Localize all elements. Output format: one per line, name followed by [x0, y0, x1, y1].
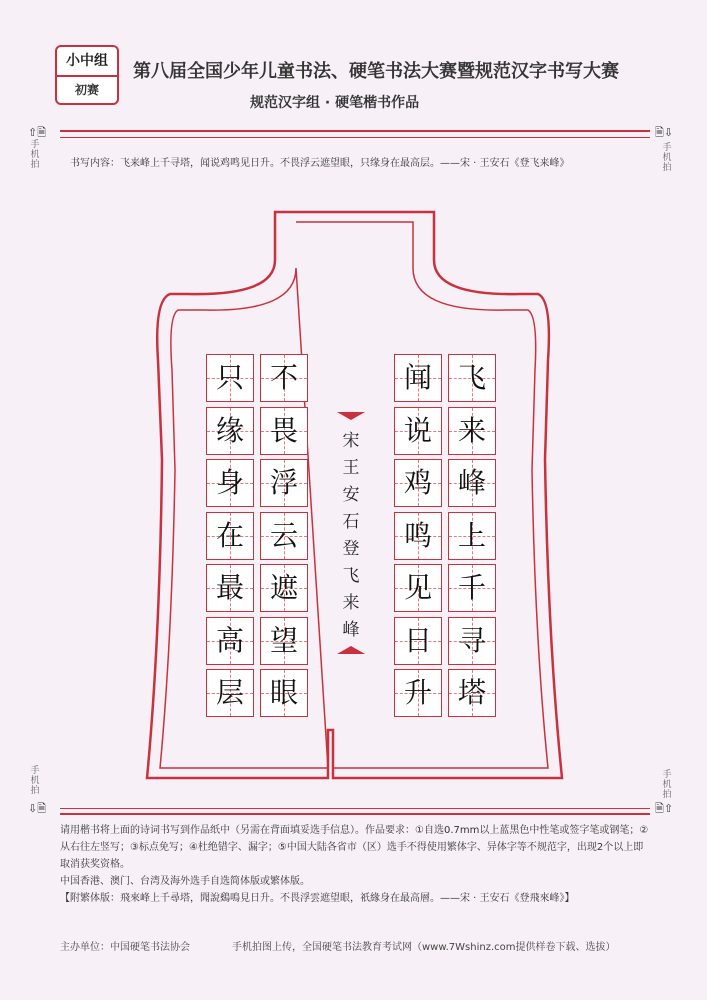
- character: 上: [457, 518, 486, 552]
- grid-cell: [394, 459, 442, 507]
- character: 在: [215, 518, 244, 552]
- character: 高: [215, 623, 244, 657]
- grid-cell: [260, 669, 308, 717]
- upload-note: 手机拍图上传，全国硬笔书法教育考试网（www.7Wshinz.com提供样卷下载、选拔）: [232, 942, 616, 953]
- corner-mark-bottom-right: 🗎⇧: [655, 802, 674, 815]
- grid-cell: [394, 512, 442, 560]
- character: 缘: [215, 413, 244, 447]
- character: 飞: [457, 361, 486, 394]
- character: 来: [457, 413, 486, 447]
- signature-character: 宋: [342, 431, 360, 451]
- grid-cell: [394, 617, 442, 665]
- character: 塔: [457, 676, 486, 709]
- grid-cell: [394, 564, 442, 612]
- grid-cell: [448, 354, 496, 402]
- character: 畏: [269, 413, 298, 447]
- corner-mark-bottom-left: ⇩🗎: [28, 802, 47, 815]
- character: 眼: [269, 676, 298, 709]
- character: 云: [269, 518, 298, 552]
- upload-tag-bottom-right: 手机拍: [662, 770, 672, 800]
- grid-cell: [448, 512, 496, 560]
- character: 望: [269, 623, 298, 657]
- grid-cell: [206, 617, 254, 665]
- signature-character: 石: [342, 512, 360, 532]
- page-title: 第八届全国少年儿童书法、硬笔书法大赛暨规范汉字书写大赛: [133, 61, 619, 82]
- character: 峰: [457, 466, 486, 499]
- stage-label: 初赛: [74, 83, 99, 97]
- character: 千: [457, 571, 486, 604]
- grid-cell: [260, 564, 308, 612]
- page-subtitle: 规范汉字组 · 硬笔楷书作品: [250, 95, 420, 111]
- requirements-traditional: 【附繁体版：飛來峰上千尋塔，聞說鷄鳴見日升。不畏浮雲遮望眼，祇緣身在最高層。——宋 · 王安石《登飛來峰》】: [60, 893, 575, 904]
- corner-mark-top-right: 🗎⇩: [655, 126, 674, 139]
- grid-cell: [448, 459, 496, 507]
- character: 浮: [269, 466, 298, 499]
- character: 寻: [457, 623, 486, 657]
- requirements-text: 请用楷书将上面的诗词书写到作品纸中（另需在背面填妥选手信息）。作品要求：①自选0.7mm以上蓝黑色中性笔或签字笔或钢笔；②从右往左竖写；③标点免写；④杜绝错字、漏字；⑤中国大陆各省市（区）选手不得使用繁体字、异体字等不规范字，出现2个以上即取消获奖资格。: [60, 825, 649, 870]
- character: 不: [269, 361, 298, 394]
- character: 层: [215, 676, 244, 709]
- group-label: 小中组: [57, 47, 117, 77]
- character: 日: [403, 623, 432, 657]
- signature-column: [333, 406, 369, 660]
- corner-mark-top-left: ⇧🗎: [28, 126, 47, 139]
- upload-tag-top-right: 手机拍: [662, 143, 672, 173]
- signature-character: 登: [342, 539, 360, 559]
- grid-cell: [206, 564, 254, 612]
- character: 闻: [403, 361, 432, 394]
- character: 鸣: [403, 518, 432, 552]
- signature-character: 安: [342, 485, 360, 505]
- grid-cell: [394, 354, 442, 402]
- grid-cell: [260, 354, 308, 402]
- signature-character: 王: [342, 458, 360, 478]
- upload-tag-top-left: 手机拍: [30, 140, 40, 170]
- signature-character: 飞: [342, 566, 360, 586]
- character: 说: [403, 413, 432, 447]
- grid-cell: [206, 512, 254, 560]
- grid-cell: [260, 459, 308, 507]
- upload-tag-bottom-left: 手机拍: [30, 766, 40, 796]
- character: 最: [215, 571, 244, 604]
- character: 身: [215, 466, 244, 499]
- grid-cell: [394, 407, 442, 455]
- grid-cell: [394, 669, 442, 717]
- grid-cell: [206, 354, 254, 402]
- writing-content: 书写内容：飞来峰上千寻塔，闻说鸡鸣见日升。不畏浮云遮望眼，只缘身在最高层。——宋 · 王安石《登飞来峰》: [70, 158, 570, 169]
- character: 鸡: [403, 466, 432, 499]
- grid-cell: [448, 564, 496, 612]
- character: 见: [403, 571, 432, 604]
- requirements-overseas: 中国香港、澳门、台湾及海外选手自选简体版或繁体版。: [60, 876, 310, 887]
- grid-cell: [448, 669, 496, 717]
- grid-cell: [206, 407, 254, 455]
- grid-cell: [448, 407, 496, 455]
- grid-cell: [260, 407, 308, 455]
- character: 只: [215, 361, 244, 394]
- grid-cell: [260, 617, 308, 665]
- grid-cell: [206, 459, 254, 507]
- grid-cell: [448, 617, 496, 665]
- signature-character: 峰: [342, 620, 360, 640]
- organizer: 主办单位：中国硬笔书法协会: [60, 942, 190, 953]
- requirements-block: [60, 822, 650, 907]
- signature-character: 来: [342, 593, 360, 613]
- grid-cell: [206, 669, 254, 717]
- character: 升: [403, 676, 432, 709]
- grid-cell: [260, 512, 308, 560]
- character: 遮: [269, 571, 298, 604]
- bottom-rule-thin: [60, 808, 650, 809]
- bottom-rule: [60, 813, 650, 815]
